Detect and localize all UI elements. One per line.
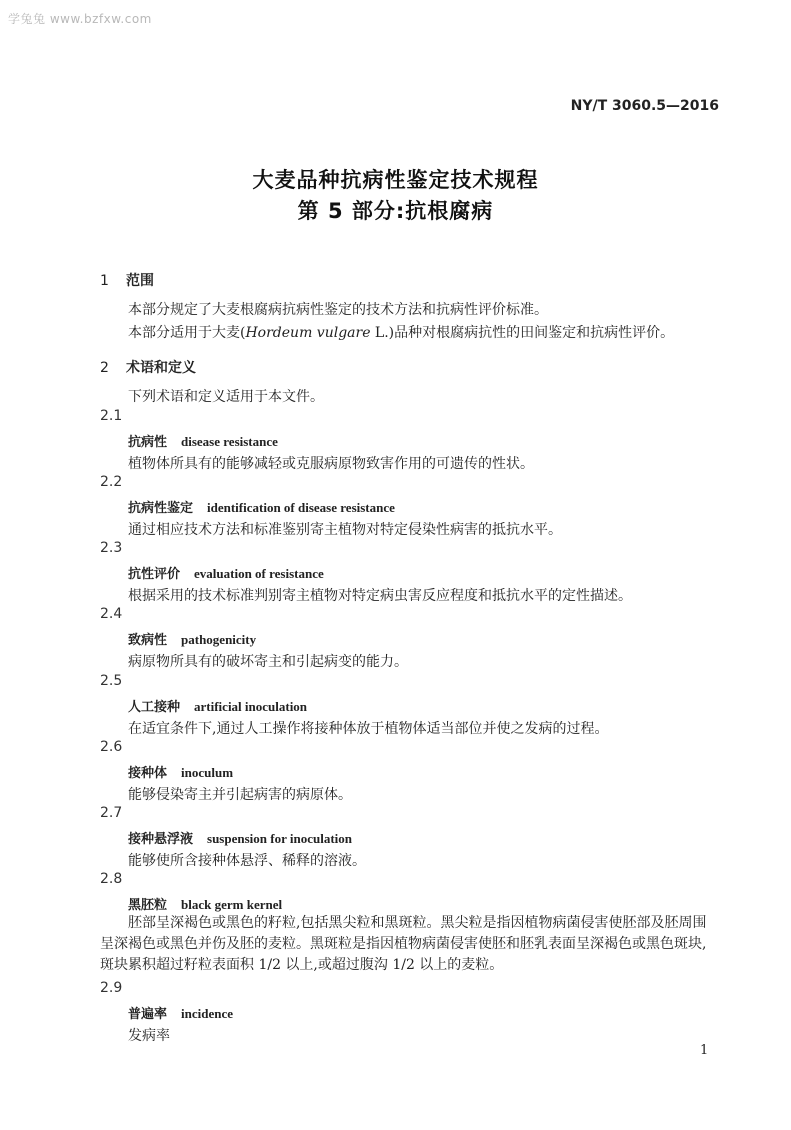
term-definition: 能够使所含接种体悬浮、稀释的溶液。	[128, 853, 366, 869]
term-definition: 发病率	[128, 1028, 170, 1044]
term-zh: 致病性	[128, 633, 168, 648]
scope-paragraph-1: 本部分规定了大麦根腐病抗病性鉴定的技术方法和抗病性评价标准。	[128, 302, 548, 318]
term-heading	[128, 894, 282, 913]
term-heading	[128, 431, 278, 450]
term-number: 2.3	[100, 540, 123, 556]
term-definition	[100, 913, 707, 976]
standard-number: NY/T 3060.5—2016	[570, 98, 719, 114]
section-title: 范围	[126, 273, 154, 289]
term-en: disease resistance	[181, 434, 278, 449]
term-definition: 在适宜条件下,通过人工操作将接种体放于植物体适当部位并使之发病的过程。	[128, 721, 609, 737]
term-definition: 根据采用的技术标准判别寄主植物对特定病虫害反应程度和抵抗水平的定性描述。	[128, 588, 632, 604]
term-definition: 病原物所具有的破坏寄主和引起病变的能力。	[128, 654, 408, 670]
term-heading	[128, 762, 233, 781]
term-zh: 接种体	[128, 766, 168, 781]
term-heading	[128, 696, 307, 715]
term-definition: 植物体所具有的能够减轻或克服病原物致害作用的可遗传的性状。	[128, 456, 534, 472]
definition-line: 呈深褐色或黑色并伤及胚的麦粒。黑斑粒是指因植物病菌侵害使胚和胚乳表面呈深褐色或黑色斑块,	[100, 936, 707, 952]
term-heading	[128, 828, 352, 847]
section-number: 1	[100, 273, 109, 289]
term-en: identification of disease resistance	[207, 500, 395, 515]
term-number: 2.5	[100, 673, 123, 689]
term-en: incidence	[181, 1006, 234, 1021]
document-subtitle: 第 5 部分:抗根腐病	[297, 199, 494, 223]
term-zh: 普遍率	[128, 1007, 168, 1022]
section-number: 2	[100, 360, 109, 376]
term-number: 2.2	[100, 474, 123, 490]
term-number: 2.1	[100, 408, 123, 424]
terms-intro: 下列术语和定义适用于本文件。	[128, 389, 324, 405]
term-heading	[128, 1003, 233, 1022]
term-zh: 抗性评价	[128, 567, 181, 582]
section-title: 术语和定义	[126, 360, 196, 376]
term-zh: 抗病性	[128, 435, 168, 450]
term-en: inoculum	[181, 765, 234, 780]
scope-paragraph-2	[128, 322, 674, 342]
species-name: Hordeum vulgare	[245, 325, 371, 341]
term-number: 2.7	[100, 805, 123, 821]
term-heading	[128, 563, 324, 582]
scope-text: L.)品种对根腐病抗性的田间鉴定和抗病性评价。	[370, 325, 675, 341]
term-zh: 接种悬浮液	[128, 832, 194, 847]
term-zh: 人工接种	[128, 700, 181, 715]
term-number: 2.6	[100, 739, 123, 755]
section-2-heading	[100, 357, 196, 377]
definition-line: 斑块累积超过籽粒表面积 1/2 以上,或超过腹沟 1/2 以上的麦粒。	[100, 957, 504, 973]
document-title: 大麦品种抗病性鉴定技术规程	[252, 168, 539, 192]
term-number: 2.8	[100, 871, 123, 887]
page-number: 1	[700, 1043, 709, 1058]
term-en: suspension for inoculation	[207, 831, 352, 846]
term-heading	[128, 497, 395, 516]
term-en: pathogenicity	[181, 632, 257, 647]
watermark: 学兔兔 www.bzfxw.com	[8, 12, 152, 26]
term-zh: 抗病性鉴定	[128, 501, 194, 516]
term-en: evaluation of resistance	[194, 566, 324, 581]
term-en: artificial inoculation	[194, 699, 308, 714]
definition-line: 胚部呈深褐色或黑色的籽粒,包括黑尖粒和黑斑粒。黑尖粒是指因植物病菌侵害使胚部及胚周围	[128, 915, 707, 931]
section-1-heading	[100, 270, 154, 290]
term-definition: 能够侵染寄主并引起病害的病原体。	[128, 787, 352, 803]
term-definition: 通过相应技术方法和标准鉴别寄主植物对特定侵染性病害的抵抗水平。	[128, 522, 562, 538]
term-zh: 黑胚粒	[128, 898, 168, 913]
term-number: 2.9	[100, 980, 123, 996]
term-number: 2.4	[100, 606, 123, 622]
term-en: black germ kernel	[181, 897, 283, 912]
term-heading	[128, 629, 256, 648]
scope-text: 本部分适用于大麦(	[128, 325, 246, 341]
